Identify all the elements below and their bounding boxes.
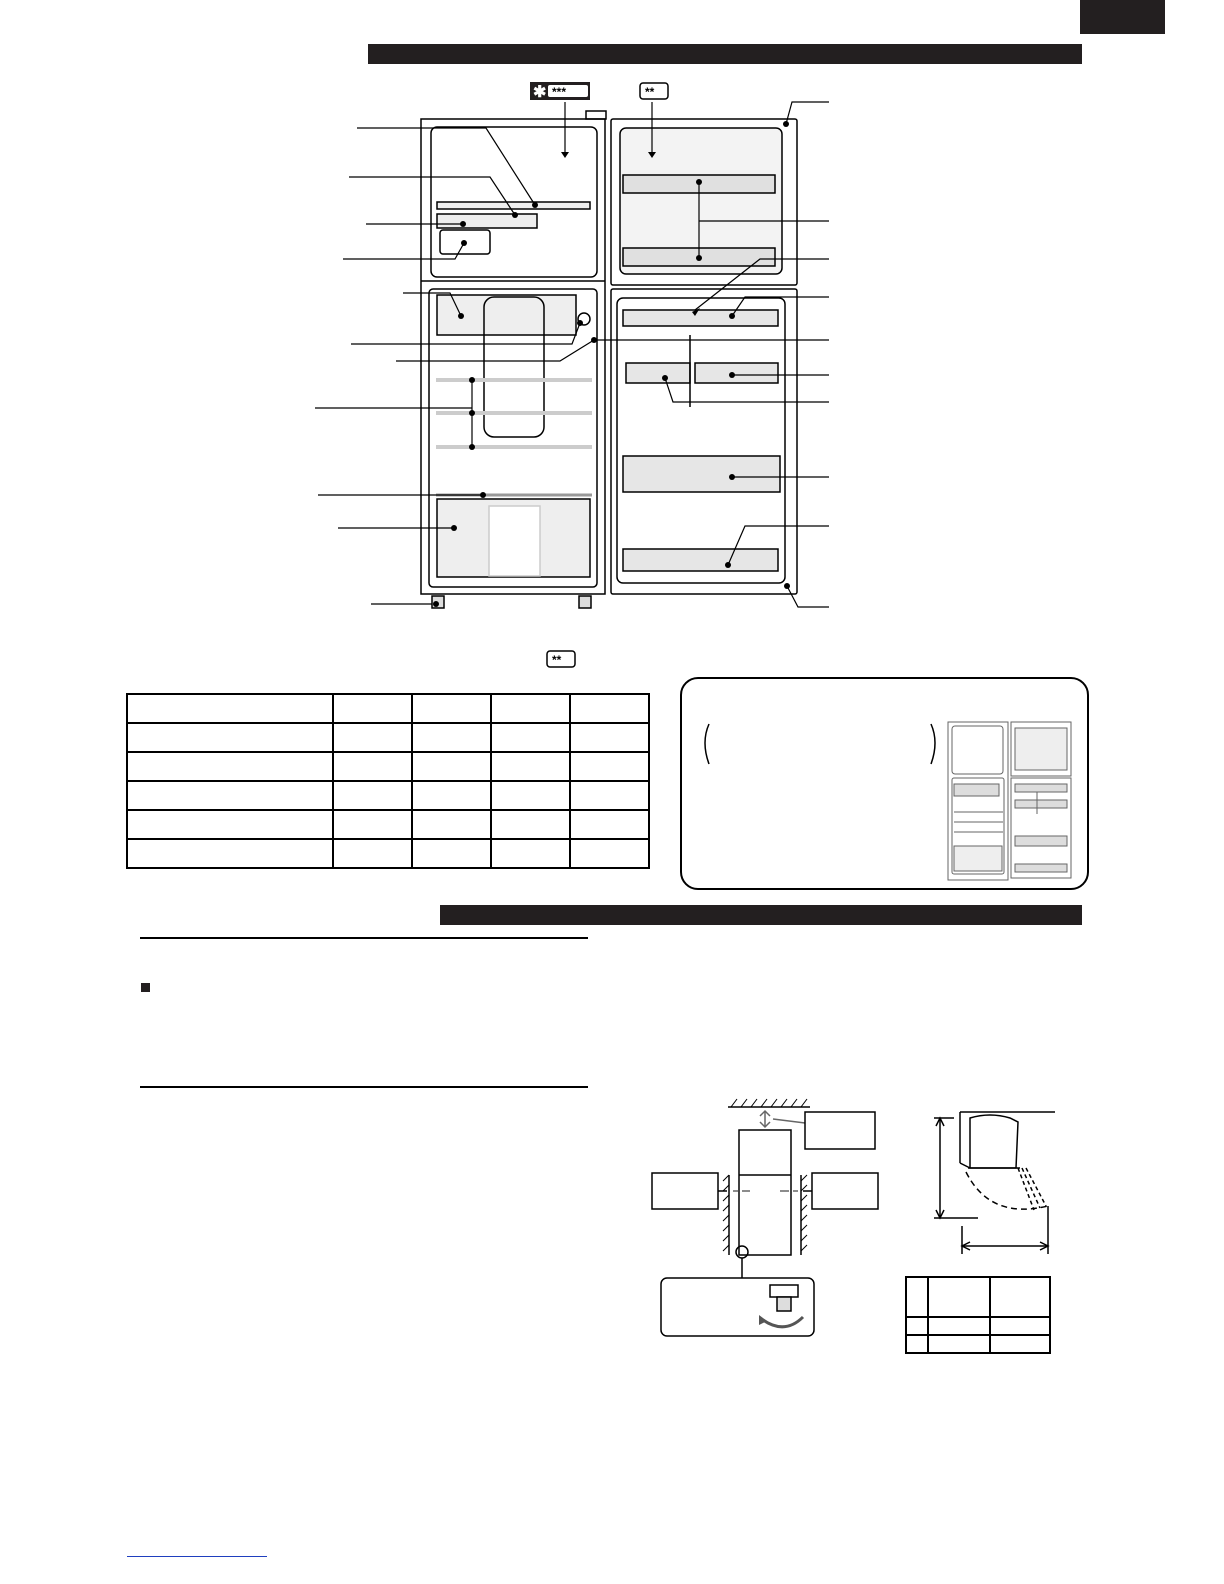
egg-tray-left xyxy=(626,363,690,383)
ice-tray xyxy=(437,214,537,228)
right-clearance-label-box xyxy=(812,1173,878,1209)
adjustable-foot-right xyxy=(579,596,591,608)
left-clearance-label-box xyxy=(652,1173,718,1209)
freezer-shelf xyxy=(437,202,590,209)
egg-tray-right xyxy=(695,363,778,383)
svg-text:**: ** xyxy=(645,85,655,99)
installation-clearance-diagram xyxy=(645,1095,885,1340)
mini-refrigerator-illustration xyxy=(945,718,1075,886)
section-header-bar-2 xyxy=(440,905,1082,925)
fridge-front-outline xyxy=(739,1130,791,1255)
table-row xyxy=(906,1317,1050,1335)
refrigerator-diagram xyxy=(300,70,840,630)
subsection-rule-1 xyxy=(140,937,588,939)
section-header-bar-1 xyxy=(368,44,1082,64)
table-row xyxy=(127,752,649,781)
clearance-table xyxy=(905,1276,1051,1354)
bullet-square-icon xyxy=(141,983,150,992)
table-row xyxy=(127,781,649,810)
page-tab xyxy=(1080,0,1165,34)
door-opening-diagram xyxy=(930,1108,1060,1256)
bottle-pocket xyxy=(623,549,778,571)
table-row xyxy=(127,810,649,839)
door-dairy-pocket xyxy=(623,310,778,326)
table-row xyxy=(127,723,649,752)
table-row xyxy=(127,839,649,868)
info-box-brackets xyxy=(695,720,945,770)
table-row xyxy=(906,1277,1050,1317)
refrigerator-door-panel xyxy=(617,298,785,583)
svg-text:✱: ✱ xyxy=(533,84,547,101)
svg-text:***: *** xyxy=(552,85,567,99)
two-star-freezer-symbol xyxy=(640,83,668,99)
two-star-note-symbol xyxy=(546,650,578,668)
table-row xyxy=(127,694,649,723)
subsection-rule-2 xyxy=(140,1086,588,1088)
svg-text:**: ** xyxy=(552,653,562,667)
table-row xyxy=(906,1335,1050,1353)
door-pocket-middle xyxy=(623,456,780,492)
adjustable-foot-icon xyxy=(759,1285,803,1327)
footer-link-underline xyxy=(127,1556,267,1557)
chiller-tray xyxy=(437,295,576,335)
top-clearance-label-box xyxy=(805,1112,875,1149)
specifications-table xyxy=(126,693,650,869)
four-star-freezer-symbol xyxy=(530,82,590,101)
